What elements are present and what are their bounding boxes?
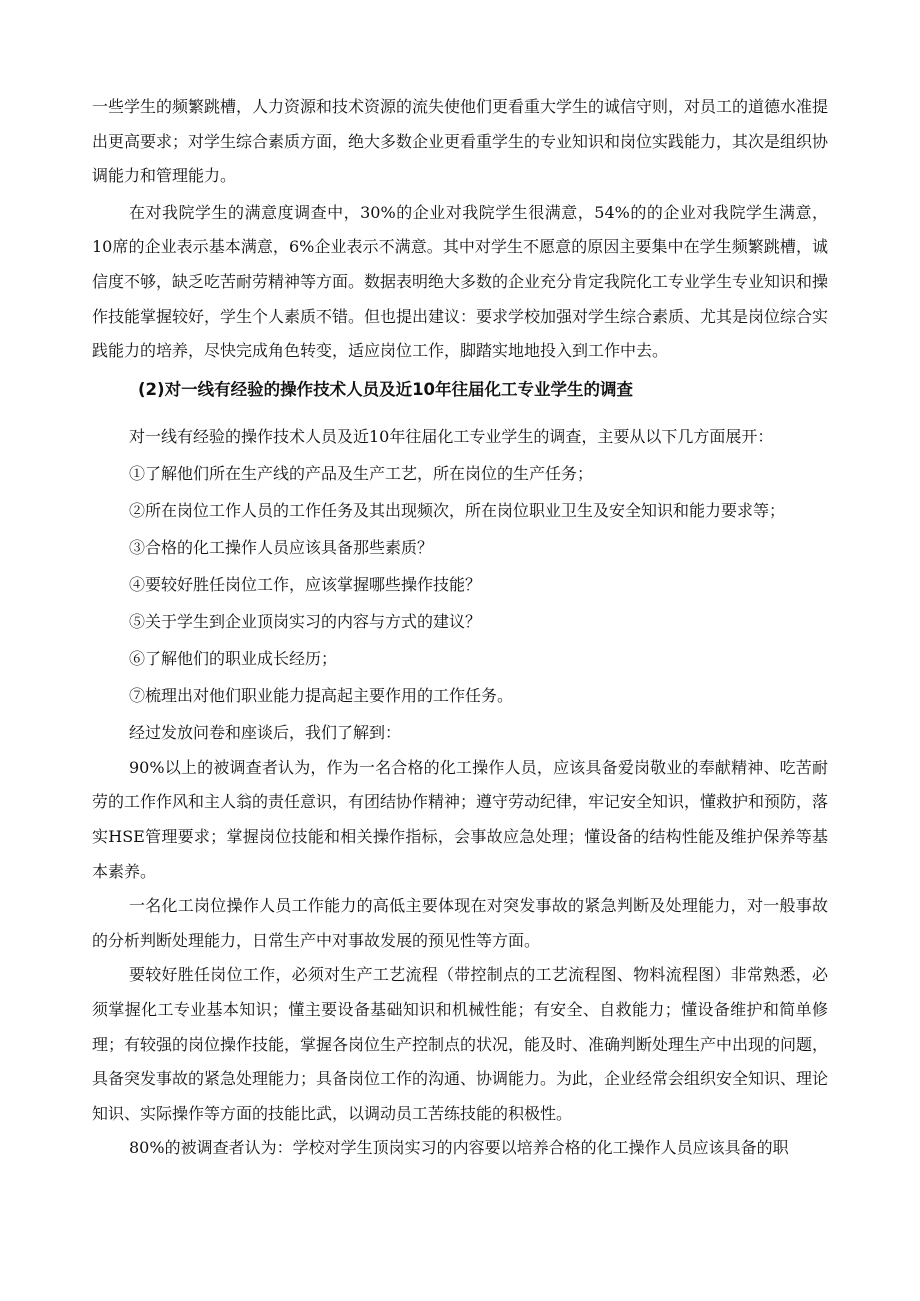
list-item-7: ⑦梳理出对他们职业能力提高起主要作用的工作任务。	[129, 685, 514, 705]
list-item-2: ②所在岗位工作人员的工作任务及其出现频次，所在岗位职业卫生及安全知识和能力要求等；	[129, 500, 786, 520]
survey-intro: 对一线有经验的操作技术人员及近10年往届化工专业学生的调查，主要从以下几方面展开：	[129, 426, 774, 446]
section-heading: (2)对一线有经验的操作技术人员及近10年往届化工专业学生的调查	[138, 379, 634, 399]
paragraph-continued: 一些学生的频繁跳槽，人力资源和技术资源的流失使他们更看重大学生的诚信守则，对员工的道德水准提出更高要求；对学生综合素质方面，绝大多数企业更看重学生的专业知识和岗位实践能力，其次是组织协调能力和管理能力。	[92, 97, 829, 186]
paragraph-work-ability: 一名化工岗位操作人员工作能力的高低主要体现在对突发事故的紧急判断及处理能力，对一般事故的分析判断处理能力，日常生产中对事故发展的预见性等方面。	[92, 896, 828, 950]
paragraph-satisfaction-survey: 在对我院学生的满意度调查中，30%的企业对我院学生很满意，54%的的企业对我院学生满意，10席的企业表示基本满意，6%企业表示不满意。其中对学生不愿意的原因主要集中在学生频繁跳槽，诚信度不够，缺乏吃苦耐劳精神等方面。数据表明绝大多数的企业充分肯定我院化工专业学生专业知识和操作技能掌握较好，学生个人素质不错。但也提出建议：要求学校加强对学生综合素质、尤其是岗位综合实践能力的培养，尽快完成角色转变，适应岗位工作，脚踏实地地投入到工作中去。	[92, 202, 829, 361]
paragraph-competence: 要较好胜任岗位工作，必须对生产工艺流程（带控制点的工艺流程图、物料流程图）非常熟悉，必须掌握化工专业基本知识；懂主要设备基础知识和机械性能；有安全、自救能力；懂设备维护和简单修理；有较强的岗位操作技能，掌握各岗位生产控制点的状况，能及时、准确判断处理生产中出现的问题，具备突发事故的紧急处理能力；具备岗位工作的沟通、协调能力。为此，企业经常会组织安全知识、理论知识、实际操作等方面的技能比武，以调动员工苦练技能的积极性。	[92, 965, 829, 1123]
list-item-6: ⑥了解他们的职业成长经历；	[129, 648, 338, 668]
list-item-5: ⑤关于学生到企业顶岗实习的内容与方式的建议？	[129, 611, 482, 631]
document-page	[92, 90, 828, 1166]
list-item-3: ③合格的化工操作人员应该具备那些素质？	[129, 537, 434, 557]
findings-lead: 经过发放问卷和座谈后，我们了解到：	[129, 722, 402, 742]
paragraph-80-percent: 80%的被调查者认为：学校对学生顶岗实习的内容要以培养合格的化工操作人员应该具备的职	[129, 1138, 789, 1158]
list-item-1: ①了解他们所在生产线的产品及生产工艺，所在岗位的生产任务；	[129, 463, 594, 483]
list-item-4: ④要较好胜任岗位工作，应该掌握哪些操作技能？	[129, 574, 482, 594]
paragraph-90-percent: 90%以上的被调查者认为，作为一名合格的化工操作人员，应该具备爱岗敬业的奉献精神、吃苦耐劳的工作作风和主人翁的责任意识，有团结协作精神；遵守劳动纪律，牢记安全知识，懂救护和预防，落实HSE管理要求；掌握岗位技能和相关操作指标，会事故应急处理；懂设备的结构性能及维护保养等基本素养。	[92, 757, 829, 881]
